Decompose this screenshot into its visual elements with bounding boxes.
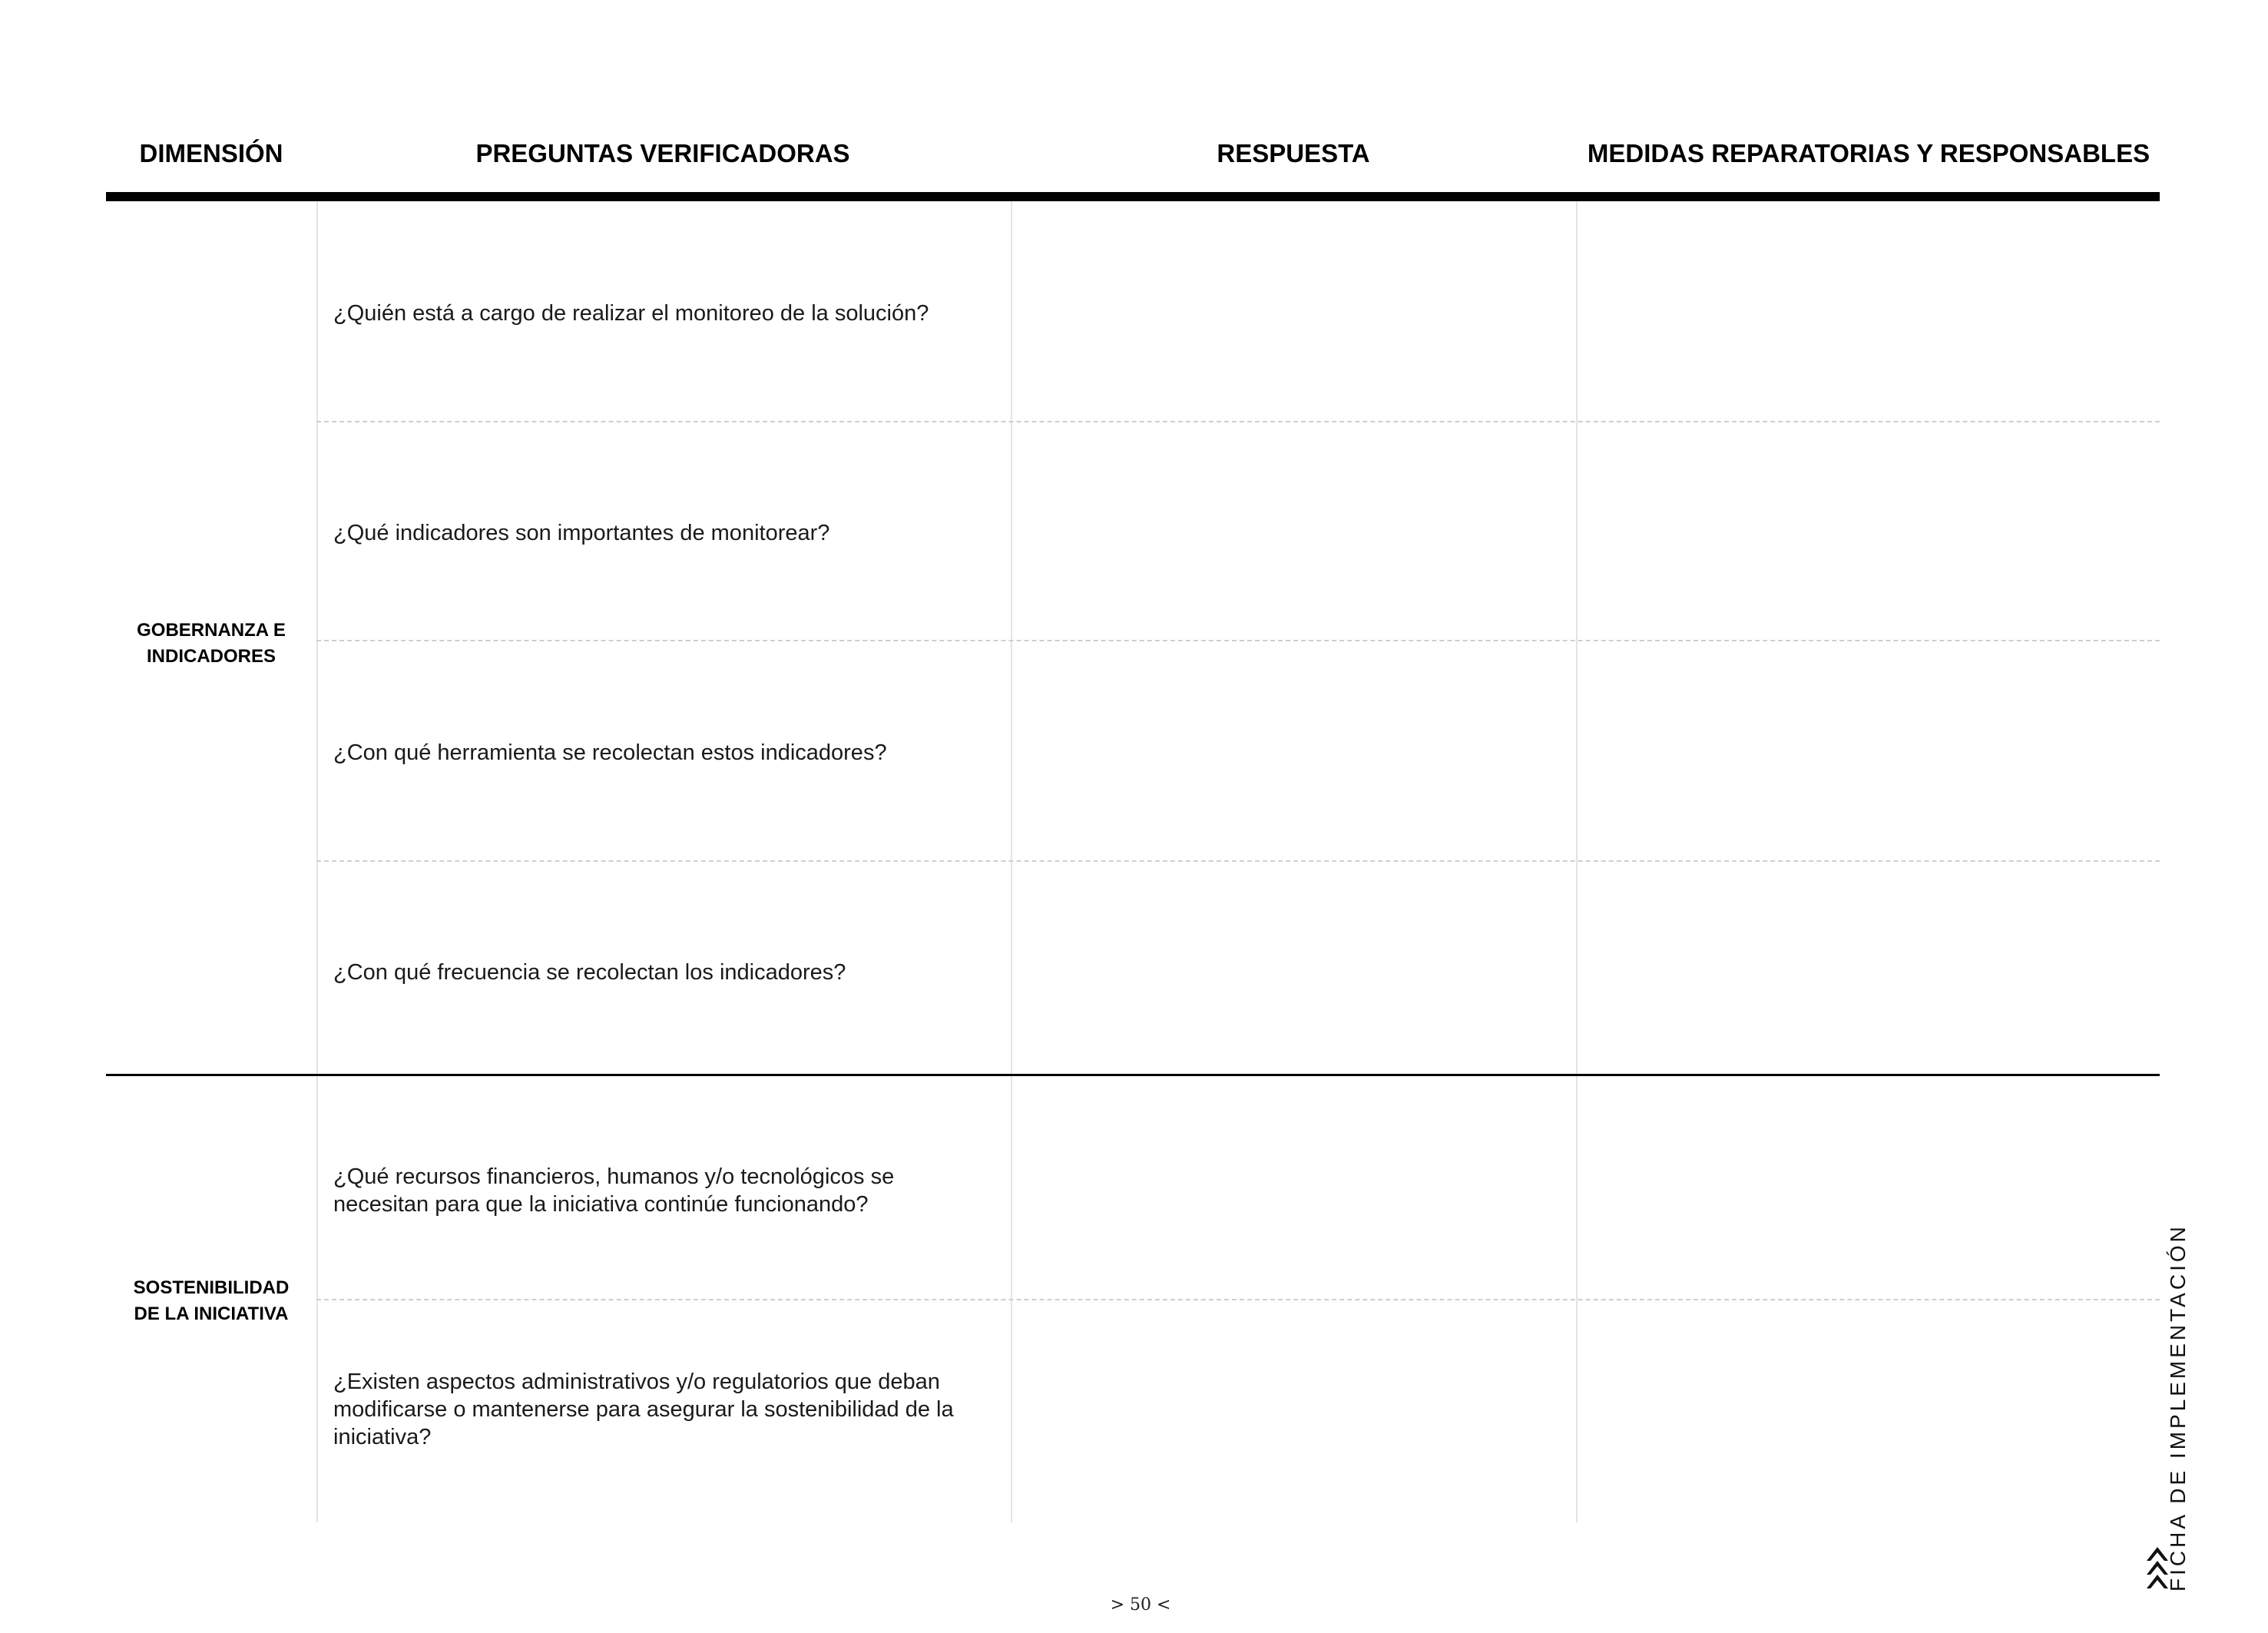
question-text: ¿Quién está a cargo de realizar el monitoreo de la solución? <box>333 301 929 326</box>
question-text: ¿Existen aspectos administrativos y/o regulatorios que deban modificarse o mantenerse para asegurar la sostenibilidad de la iniciativa? <box>333 1370 954 1449</box>
section-rule <box>106 1074 2160 1076</box>
row-divider <box>316 421 2160 422</box>
column-divider-questions <box>316 201 318 1522</box>
question-text: ¿Con qué herramienta se recolectan estos indicadores? <box>333 740 887 765</box>
row-divider <box>316 860 2160 862</box>
side-label: FICHA DE IMPLEMENTACIÓN <box>2166 1224 2190 1592</box>
dimension-label-line: GOBERNANZA E <box>137 620 286 641</box>
header-rule <box>106 192 2160 201</box>
dimension-label-line: DE LA INICIATIVA <box>134 1303 289 1324</box>
triple-chevron-logo-icon <box>2145 1545 2170 1592</box>
question-text: ¿Qué recursos financieros, humanos y/o tecnológicos se necesitan para que la iniciativa continúe funcionando? <box>333 1164 895 1217</box>
header-answer: RESPUESTA <box>1217 139 1370 167</box>
page-number: > 50 < <box>1110 1595 1171 1615</box>
column-divider-answer <box>1011 201 1012 1522</box>
header-dimension: DIMENSIÓN <box>139 139 283 167</box>
header-measures: MEDIDAS REPARATORIAS Y RESPONSABLES <box>1587 139 2150 167</box>
question-text: ¿Con qué frecuencia se recolectan los indicadores? <box>333 960 846 985</box>
dimension-label <box>106 618 316 670</box>
column-divider-measures <box>1576 201 1578 1522</box>
dimension-label-line: SOSTENIBILIDAD <box>133 1277 290 1298</box>
row-divider <box>316 640 2160 641</box>
row-divider <box>316 1299 2160 1300</box>
question-text: ¿Qué indicadores son importantes de monitorear? <box>333 521 830 545</box>
dimension-label-line: INDICADORES <box>146 646 276 667</box>
dimension-label <box>106 1275 316 1327</box>
header-questions: PREGUNTAS VERIFICADORAS <box>475 139 850 167</box>
